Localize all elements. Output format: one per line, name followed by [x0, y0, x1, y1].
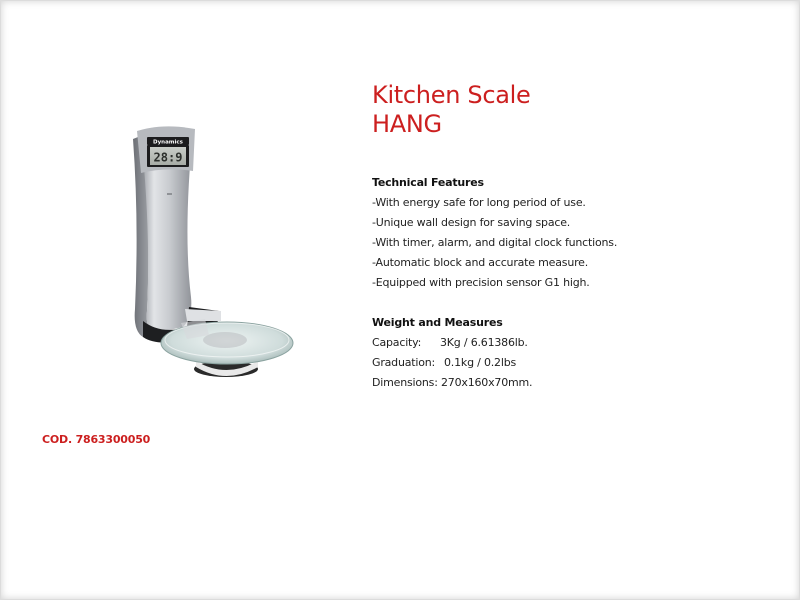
section-spacer	[372, 293, 617, 313]
product-title-line2: HANG	[372, 110, 442, 138]
measure-value: 270x160x70mm.	[441, 376, 533, 389]
display-reading-text: 28:9	[153, 150, 183, 165]
display-brand-text: Dynamics	[153, 139, 183, 146]
measure-row-capacity	[372, 333, 617, 353]
product-title	[372, 81, 531, 139]
feature-item: -Automatic block and accurate measure.	[372, 256, 589, 269]
product-specs	[372, 173, 617, 393]
feature-item: -Equipped with precision sensor G1 high.	[372, 276, 590, 289]
measure-row-graduation	[372, 353, 617, 373]
measure-label: Dimensions:	[372, 376, 438, 389]
product-image	[121, 121, 301, 386]
product-title-line1: Kitchen Scale	[372, 81, 531, 109]
feature-item: -Unique wall design for saving space.	[372, 216, 571, 229]
feature-item: -With timer, alarm, and digital clock functions.	[372, 236, 618, 249]
measure-value: 0.1kg / 0.2lbs	[444, 356, 517, 369]
measure-value: 3Kg / 6.61386lb.	[440, 336, 528, 349]
feature-item: -With energy safe for long period of use.	[372, 196, 586, 209]
measure-label: Graduation:	[372, 356, 436, 369]
measure-row-dimensions	[372, 373, 617, 393]
measure-label: Capacity:	[372, 336, 422, 349]
weight-measures-heading: Weight and Measures	[372, 316, 503, 329]
technical-features-heading: Technical Features	[372, 176, 484, 189]
product-code: COD. 7863300050	[42, 433, 151, 446]
